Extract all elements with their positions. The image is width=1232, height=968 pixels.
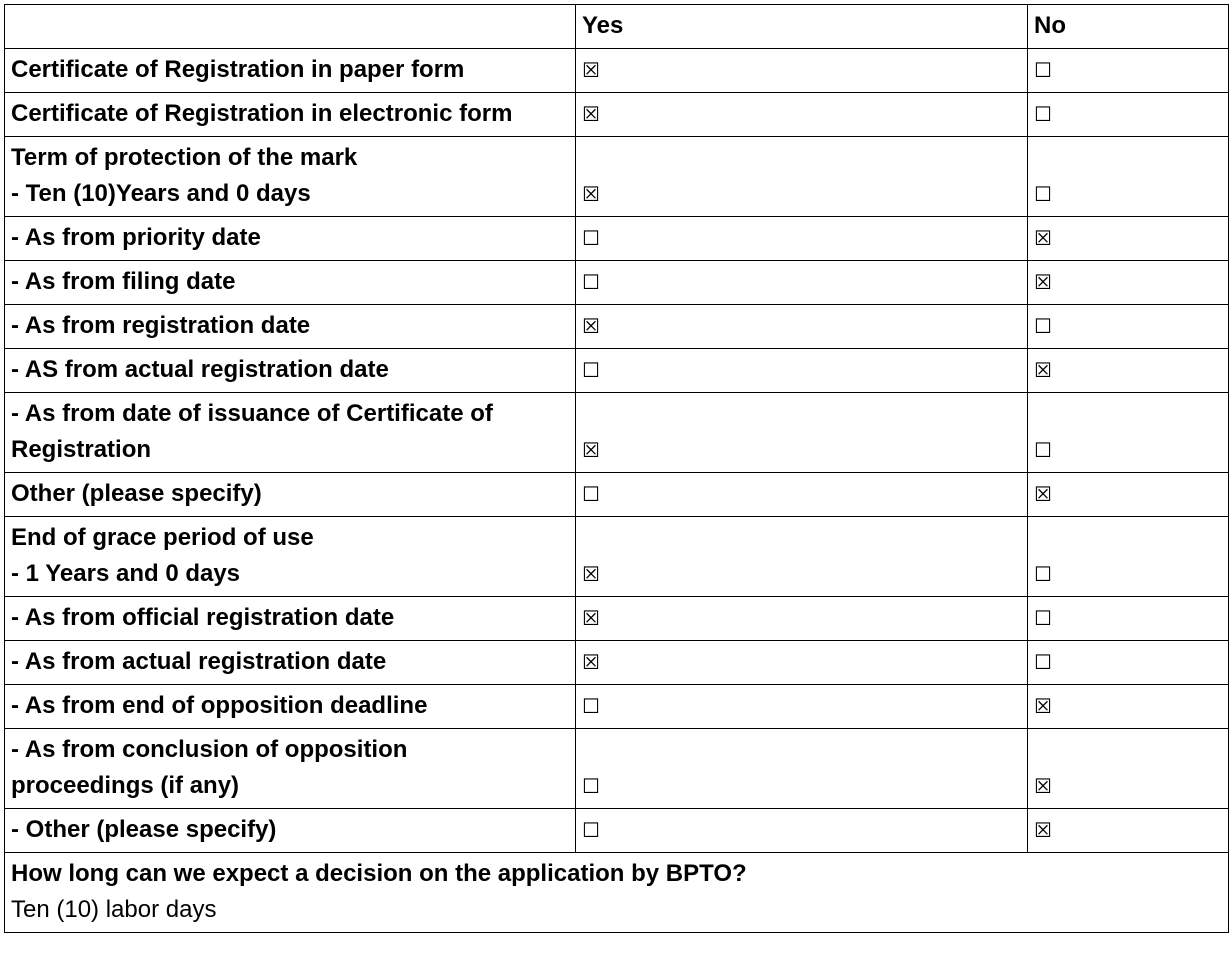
table-body	[5, 49, 1229, 853]
cell-no	[1028, 261, 1229, 305]
cell-yes	[576, 809, 1028, 853]
cell-yes	[576, 393, 1028, 473]
checked-box-icon[interactable]: ☒	[582, 562, 600, 586]
row-label	[5, 641, 576, 685]
header-row	[5, 5, 1229, 49]
row-label	[5, 217, 576, 261]
row-label	[5, 517, 576, 597]
cell-no	[1028, 685, 1229, 729]
unchecked-box-icon[interactable]: ☐	[1034, 102, 1052, 126]
cell-no	[1028, 217, 1229, 261]
row-label-line: proceedings (if any)	[11, 772, 240, 799]
row-label-line: - As from end of opposition deadline	[11, 692, 428, 719]
checked-box-icon[interactable]: ☒	[582, 314, 600, 338]
row-label-line: Term of protection of the mark	[11, 144, 358, 171]
cell-no	[1028, 305, 1229, 349]
row-label-line: - 1 Years and 0 days	[11, 560, 241, 587]
cell-yes	[576, 597, 1028, 641]
cell-yes	[576, 729, 1028, 809]
cell-no	[1028, 93, 1229, 137]
unchecked-box-icon[interactable]: ☐	[582, 270, 600, 294]
row-label-line: Certificate of Registration in paper form	[11, 56, 465, 83]
row-label	[5, 685, 576, 729]
row-label-line: - As from priority date	[11, 224, 261, 251]
cell-no	[1028, 809, 1229, 853]
header-blank-cell	[5, 5, 576, 49]
unchecked-box-icon[interactable]: ☐	[1034, 562, 1052, 586]
cell-yes	[576, 217, 1028, 261]
table-row	[5, 729, 1229, 809]
registration-options-table	[4, 4, 1229, 933]
unchecked-box-icon[interactable]: ☐	[582, 226, 600, 250]
row-label	[5, 305, 576, 349]
cell-yes	[576, 641, 1028, 685]
decision-question: How long can we expect a decision on the application by BPTO?	[11, 860, 747, 887]
row-label-line: Other (please specify)	[11, 480, 262, 507]
table-row	[5, 217, 1229, 261]
checked-box-icon[interactable]: ☒	[582, 438, 600, 462]
cell-no	[1028, 49, 1229, 93]
row-label	[5, 393, 576, 473]
table-row	[5, 261, 1229, 305]
cell-yes	[576, 261, 1028, 305]
unchecked-box-icon[interactable]: ☐	[1034, 314, 1052, 338]
unchecked-box-icon[interactable]: ☐	[582, 774, 600, 798]
table-row	[5, 93, 1229, 137]
row-label-line: - As from filing date	[11, 268, 236, 295]
row-label-line: End of grace period of use	[11, 524, 314, 551]
cell-yes	[576, 349, 1028, 393]
row-label	[5, 473, 576, 517]
cell-no	[1028, 137, 1229, 217]
cell-no	[1028, 597, 1229, 641]
table-row	[5, 641, 1229, 685]
row-label	[5, 809, 576, 853]
cell-yes	[576, 49, 1028, 93]
checked-box-icon[interactable]: ☒	[1034, 694, 1052, 718]
row-label	[5, 93, 576, 137]
row-label	[5, 597, 576, 641]
footer-cell	[5, 853, 1229, 933]
row-label-line: - As from actual registration date	[11, 648, 387, 675]
unchecked-box-icon[interactable]: ☐	[582, 358, 600, 382]
row-label	[5, 349, 576, 393]
header-no: No	[1028, 5, 1229, 49]
cell-no	[1028, 729, 1229, 809]
table-row	[5, 349, 1229, 393]
unchecked-box-icon[interactable]: ☐	[582, 818, 600, 842]
table-row	[5, 137, 1229, 217]
checked-box-icon[interactable]: ☒	[1034, 774, 1052, 798]
cell-yes	[576, 473, 1028, 517]
row-label-line: - Ten (10)Years and 0 days	[11, 180, 311, 207]
cell-no	[1028, 393, 1229, 473]
cell-yes	[576, 517, 1028, 597]
decision-answer: Ten (10) labor days	[11, 896, 217, 923]
checked-box-icon[interactable]: ☒	[582, 606, 600, 630]
checked-box-icon[interactable]: ☒	[1034, 482, 1052, 506]
unchecked-box-icon[interactable]: ☐	[1034, 438, 1052, 462]
unchecked-box-icon[interactable]: ☐	[1034, 58, 1052, 82]
row-label-line: - As from official registration date	[11, 604, 395, 631]
checked-box-icon[interactable]: ☒	[582, 102, 600, 126]
header-yes: Yes	[576, 5, 1028, 49]
checked-box-icon[interactable]: ☒	[1034, 818, 1052, 842]
table-row	[5, 49, 1229, 93]
row-label	[5, 49, 576, 93]
table-row	[5, 305, 1229, 349]
row-label-line: - As from conclusion of opposition	[11, 736, 408, 763]
table-row	[5, 685, 1229, 729]
checked-box-icon[interactable]: ☒	[582, 650, 600, 674]
unchecked-box-icon[interactable]: ☐	[1034, 182, 1052, 206]
checked-box-icon[interactable]: ☒	[1034, 226, 1052, 250]
footer-row	[5, 853, 1229, 933]
table-row	[5, 393, 1229, 473]
row-label-line: - AS from actual registration date	[11, 356, 389, 383]
cell-no	[1028, 517, 1229, 597]
table-row	[5, 517, 1229, 597]
unchecked-box-icon[interactable]: ☐	[1034, 606, 1052, 630]
cell-yes	[576, 685, 1028, 729]
unchecked-box-icon[interactable]: ☐	[1034, 650, 1052, 674]
checked-box-icon[interactable]: ☒	[1034, 358, 1052, 382]
cell-yes	[576, 305, 1028, 349]
checked-box-icon[interactable]: ☒	[582, 58, 600, 82]
row-label-line: Registration	[11, 436, 152, 463]
cell-no	[1028, 473, 1229, 517]
unchecked-box-icon[interactable]: ☐	[582, 482, 600, 506]
table-row	[5, 473, 1229, 517]
unchecked-box-icon[interactable]: ☐	[582, 694, 600, 718]
row-label-line: - As from registration date	[11, 312, 311, 339]
row-label-line: - Other (please specify)	[11, 816, 277, 843]
cell-yes	[576, 137, 1028, 217]
row-label	[5, 261, 576, 305]
row-label-line: - As from date of issuance of Certificate of	[11, 400, 493, 427]
row-label-line: Certificate of Registration in electronic form	[11, 100, 513, 127]
cell-no	[1028, 641, 1229, 685]
row-label	[5, 729, 576, 809]
cell-yes	[576, 93, 1028, 137]
table-row	[5, 597, 1229, 641]
table-row	[5, 809, 1229, 853]
row-label	[5, 137, 576, 217]
checked-box-icon[interactable]: ☒	[1034, 270, 1052, 294]
cell-no	[1028, 349, 1229, 393]
checked-box-icon[interactable]: ☒	[582, 182, 600, 206]
